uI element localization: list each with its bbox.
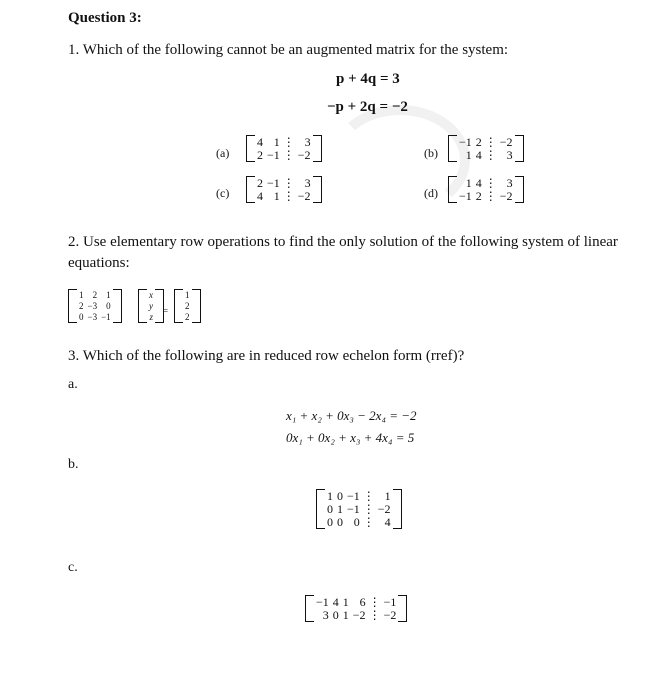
option-a-matrix: 4 1 ⋮ 3 2 −1 ⋮ −2: [246, 135, 322, 162]
q1-equation-1: p + 4q = 3: [336, 71, 400, 87]
option-c-matrix: 2 −1 ⋮ 3 4 1 ⋮ −2: [246, 176, 322, 203]
option-a-label: (a): [216, 146, 230, 160]
q3-c-label: c.: [68, 560, 78, 575]
option-c-label: (c): [216, 186, 230, 200]
question-title: Question 3:: [68, 10, 142, 26]
q1-prompt: 1. Which of the following cannot be an augmented matrix for the system:: [68, 42, 509, 58]
q3-b-matrix: 1 0 −1 ⋮ 1 0 1 −1 ⋮ −2 0 0 0 ⋮ 4: [316, 489, 402, 529]
option-d-label: (d): [424, 186, 438, 200]
option-b-label: (b): [424, 146, 438, 160]
q2-coefficient-matrix: 1 2 1 2 −3 0 0 −3 −1: [68, 289, 122, 323]
option-d-matrix: 1 4 ⋮ 3 −1 2 ⋮ −2: [448, 176, 524, 203]
option-b-matrix: −1 2 ⋮ −2 1 4 ⋮ 3: [448, 135, 524, 162]
q3-a-label: a.: [68, 377, 78, 392]
q3-b-label: b.: [68, 457, 79, 472]
q1-equation-2: −p + 2q = −2: [327, 99, 408, 115]
q3-a-equation-2: 0x₁ + 0x₂ + x₃ + 4x₄ = 5: [286, 430, 415, 445]
q3-a-equation-1: x₁ + x₂ + 0x₃ − 2x₄ = −2: [286, 408, 417, 423]
q3-prompt: 3. Which of the following are in reduced row echelon form (rref)?: [68, 348, 465, 364]
q3-c-matrix: −1 4 1 6 ⋮ −1 3 0 1 −2 ⋮ −2: [305, 595, 407, 622]
q2-prompt-line-1: 2. Use elementary row operations to find the only solution of the following system of linear: [68, 234, 618, 250]
q2-equals-sign: =: [163, 306, 169, 316]
q2-rhs-vector: 1 2 2: [174, 289, 201, 323]
q2-prompt-line-2: equations:: [68, 255, 130, 271]
q2-variable-vector: x y z: [138, 289, 164, 323]
